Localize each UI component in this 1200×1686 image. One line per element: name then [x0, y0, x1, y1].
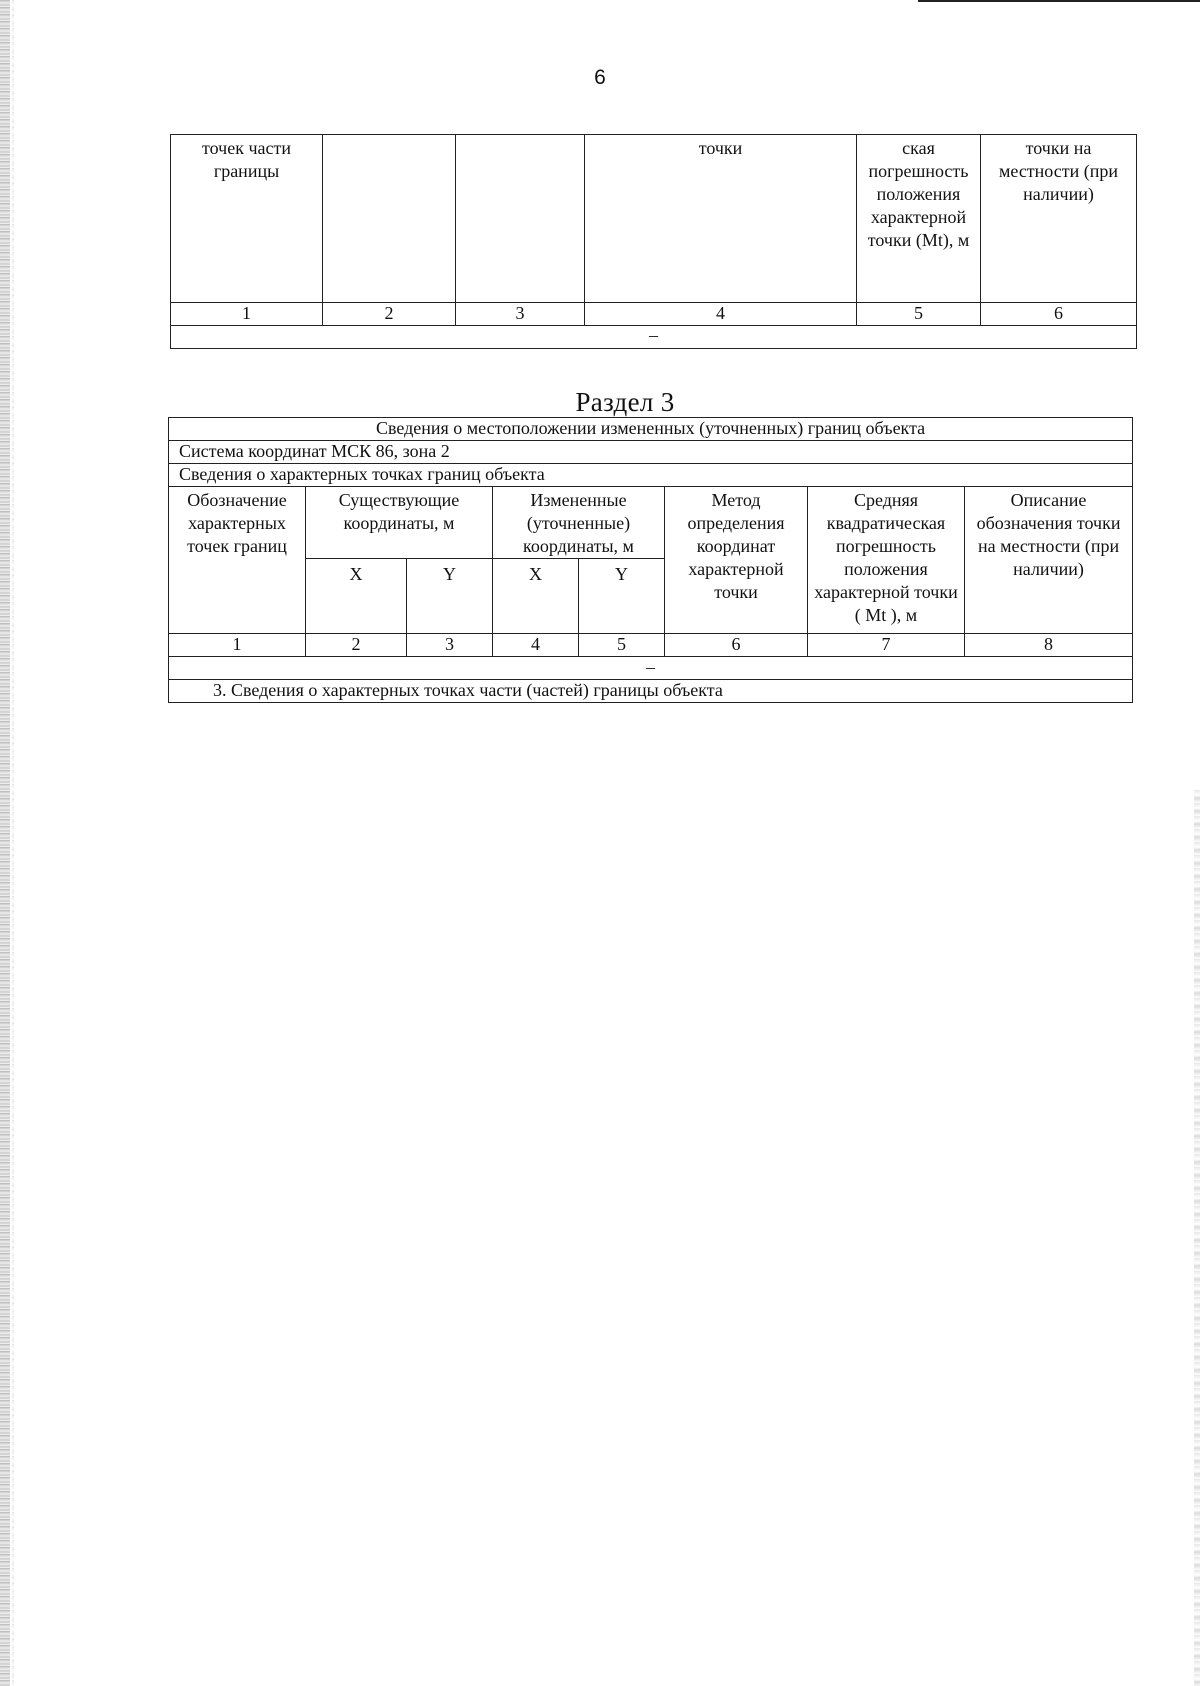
header-cell-point: точки — [585, 135, 857, 303]
header-changed-x: X — [493, 559, 579, 634]
header-cell-location: точки на местности (при наличии) — [981, 135, 1137, 303]
header-cell-2 — [323, 135, 456, 303]
header-method: Метод определения координат характерной точки — [665, 487, 808, 634]
points-heading: Сведения о характерных точках границ объекта — [169, 464, 1133, 487]
table-header-row — [171, 135, 1137, 303]
header-changed-y: Y — [579, 559, 665, 634]
coordinate-system-row — [169, 441, 1133, 464]
header-designation: Обозначение характерных точек границ — [169, 487, 306, 634]
column-number: 3 — [456, 303, 585, 326]
part-heading: 3. Сведения о характерных точках части (частей) границы объекта — [169, 680, 1133, 703]
points-heading-row — [169, 464, 1133, 487]
header-error: Средняя квадратическая погрешность положения характерной точки ( Mt ), м — [808, 487, 965, 634]
coordinate-system: Система координат МСК 86, зона 2 — [169, 441, 1133, 464]
scan-edge-left — [0, 0, 10, 1686]
column-number: 4 — [585, 303, 857, 326]
column-number: 5 — [857, 303, 981, 326]
header-description: Описание обозначения точки на местности (при наличии) — [965, 487, 1133, 634]
continued-table — [170, 134, 1137, 349]
part-heading-row — [169, 680, 1133, 703]
page-number: 6 — [594, 66, 606, 89]
header-existing-x: X — [306, 559, 407, 634]
section3-table — [168, 417, 1133, 703]
section-heading: Сведения о местоположении измененных (уточненных) границ объекта — [169, 418, 1133, 441]
column-number: 1 — [171, 303, 323, 326]
empty-row-dash: – — [171, 326, 1137, 349]
empty-data-row — [171, 326, 1137, 349]
header-existing-y: Y — [407, 559, 493, 634]
column-number: 7 — [808, 634, 965, 657]
empty-row-dash: – — [169, 657, 1133, 680]
column-number-row — [169, 634, 1133, 657]
column-number: 1 — [169, 634, 306, 657]
column-number: 4 — [493, 634, 579, 657]
empty-data-row — [169, 657, 1133, 680]
column-number: 3 — [407, 634, 493, 657]
column-number: 6 — [665, 634, 808, 657]
header-cell-points: точек части границы — [171, 135, 323, 303]
header-cell-error: ская погрешность положения характерной точки (Mt), м — [857, 135, 981, 303]
column-number: 6 — [981, 303, 1137, 326]
top-rule — [918, 0, 1200, 2]
header-cell-3 — [456, 135, 585, 303]
header-existing-coordinates: Существующие координаты, м — [306, 487, 493, 559]
header-changed-coordinates: Измененные (уточненные) координаты, м — [493, 487, 665, 559]
column-number: 5 — [579, 634, 665, 657]
column-number: 2 — [306, 634, 407, 657]
section-title: Раздел 3 — [575, 387, 675, 417]
column-number: 2 — [323, 303, 456, 326]
table-header-row — [169, 487, 1133, 559]
column-number-row — [171, 303, 1137, 326]
scan-edge-right — [1194, 790, 1200, 1686]
column-number: 8 — [965, 634, 1133, 657]
section-heading-row — [169, 418, 1133, 441]
